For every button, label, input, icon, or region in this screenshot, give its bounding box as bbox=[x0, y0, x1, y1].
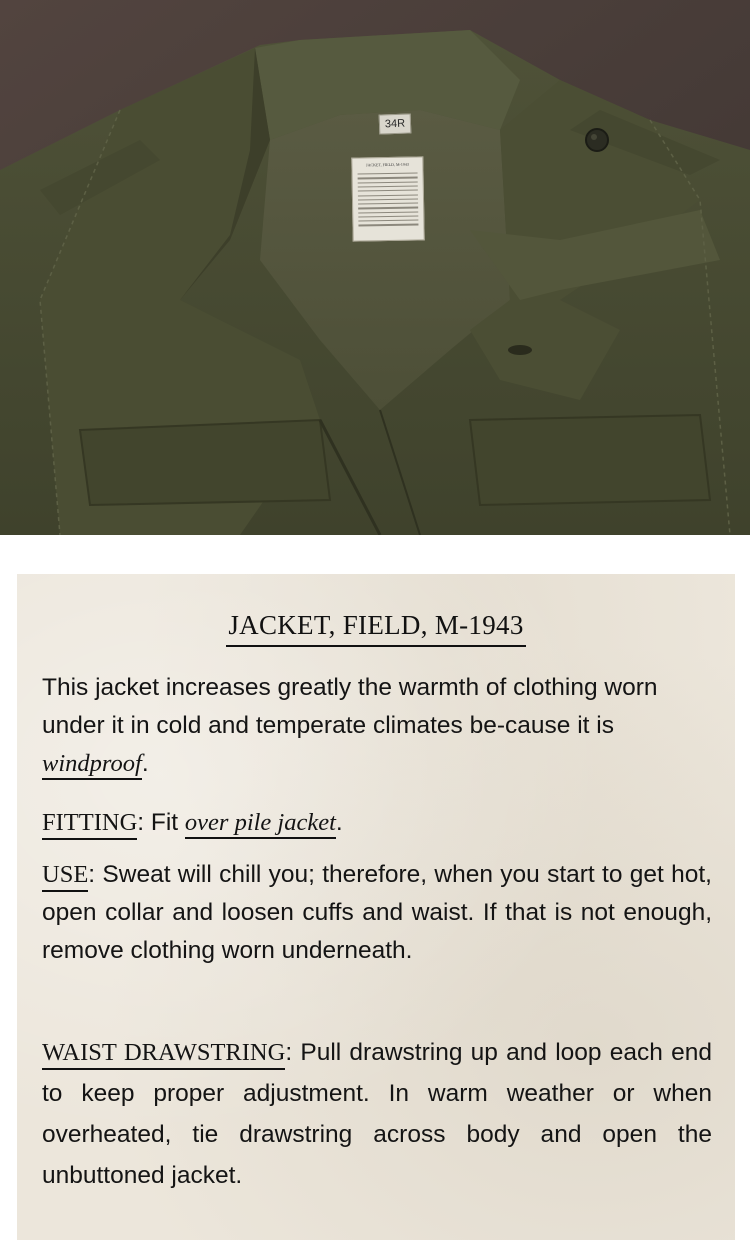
card-title-text: JACKET, FIELD, M-1943 bbox=[226, 610, 525, 647]
waist-paragraph bbox=[42, 1032, 712, 1196]
intro-text: This jacket increases greatly the warmth of clothing worn under it in cold and temperate climates be-cause it is bbox=[42, 674, 658, 739]
fitting-sep: : Fit bbox=[137, 809, 185, 836]
size-tag: 34R bbox=[379, 113, 412, 134]
jacket-photo bbox=[0, 0, 750, 535]
waist-text: : Pull drawstring up and loop each end to keep proper adjustment. In warm weather or when overheated, tie drawstring across body and open the unbuttoned jacket. bbox=[42, 1039, 713, 1189]
intro-end: . bbox=[141, 750, 149, 777]
instruction-card bbox=[17, 574, 735, 1240]
use-paragraph bbox=[42, 856, 712, 970]
use-text: : Sweat will chill you; therefore, when you start to get hot, open collar and loosen cuffs and waist. If that is not enough, remove clothing worn underneath. bbox=[42, 861, 712, 964]
intro-paragraph bbox=[42, 669, 712, 783]
use-label: USE bbox=[42, 861, 88, 892]
fitting-label: FITTING bbox=[42, 809, 137, 840]
fitting-end: . bbox=[335, 809, 343, 836]
fitting-value: over pile jacket bbox=[185, 809, 336, 839]
care-label-text-lines bbox=[352, 166, 423, 232]
card-title bbox=[17, 610, 735, 647]
waist-label: WAIST DRAWSTRING bbox=[42, 1039, 285, 1070]
care-label-title: JACKET, FIELD, M-1943 bbox=[365, 161, 409, 168]
intro-emphasis: windproof bbox=[42, 750, 142, 780]
fitting-paragraph bbox=[42, 804, 712, 842]
care-label bbox=[351, 156, 424, 241]
jacket-illustration bbox=[0, 0, 750, 535]
